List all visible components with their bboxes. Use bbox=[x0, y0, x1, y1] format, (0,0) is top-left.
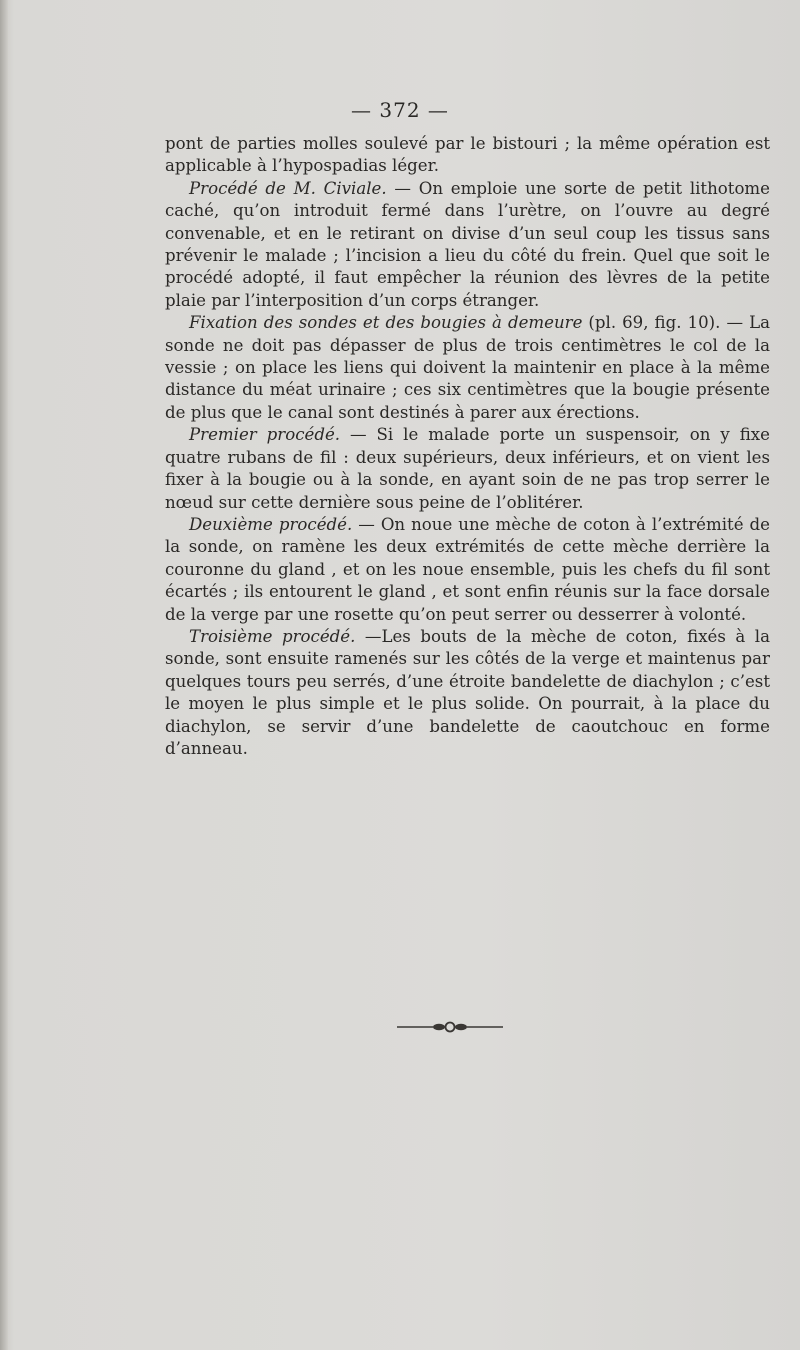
paragraph-text: (pl. 69, fig. 10). — La sonde ne doit pas dépasser de plus de trois centimètres le col de la vessie ; on place les liens qui doivent la maintenir en place à la même distance du méat urinaire ; ces six centimètres que la bougie présente de plus que le canal sont destinés à parer aux érections. bbox=[165, 313, 770, 422]
body-text bbox=[165, 133, 770, 760]
paragraph-heading: Deuxième procédé. bbox=[189, 514, 353, 534]
paragraph-heading: Fixation des sondes et des bougies à demeure bbox=[189, 313, 583, 333]
paragraph-6 bbox=[165, 626, 770, 760]
paragraph-5 bbox=[165, 514, 770, 626]
binding-edge bbox=[0, 0, 8, 1350]
paragraph-text: pont de parties molles soulevé par le bistouri ; la même opération est applicable à l’hypospadias léger. bbox=[165, 134, 770, 176]
paragraph-4 bbox=[165, 424, 770, 514]
paragraph-text: — On noue une mèche de coton à l’extrémité de la sonde, on ramène les deux extrémités de cette mèche derrière la couronne du gland , et on les noue ensemble, puis les chefs du fil sont écartés ; ils entourent le gland , et sont enfin réunis sur la face dorsale de la verge par une rosette qu’on peut serrer ou desserrer à volonté. bbox=[165, 514, 770, 624]
paragraph-text: — On emploie une sorte de petit lithotome caché, qu’on introduit fermé dans l’urètre, on l’ouvre au degré convenable, et en le retirant on divise d’un seul coup les tissus sans prévenir le malade ; l’incision a lieu du côté du frein. Quel que soit le procédé adopté, il faut empêcher la réunion des lèvres de la petite plaie par l’interposition d’un corps étranger. bbox=[165, 178, 770, 310]
paragraph-heading: Troisième procédé. bbox=[189, 626, 356, 646]
paragraph-heading: Premier procédé. bbox=[189, 425, 341, 445]
paragraph-2 bbox=[165, 178, 770, 312]
paragraph-3 bbox=[165, 312, 770, 424]
paragraph-text: —Les bouts de la mèche de coton, fixés à la sonde, sont ensuite ramenés sur les côtés de la verge et maintenus par quelques tours peu serrés, d’une étroite bandelette de diachylon ; c’est le moyen le plus simple et le plus solide. On pourrait, à la place du diachylon, se servir d’une bandelette de caoutchouc en forme d’anneau. bbox=[165, 626, 770, 758]
paragraph-heading: Procédé de M. Civiale. bbox=[189, 178, 387, 198]
page-number: — 372 — bbox=[351, 98, 449, 122]
paragraph-text: — Si le malade porte un suspensoir, on y fixe quatre rubans de fil : deux supérieurs, deux inférieurs, et on vient les fixer à la bougie ou à la sonde, en ayant soin de ne pas trop serrer le nœud sur cette dernière sous peine de l’oblitérer. bbox=[165, 425, 770, 512]
end-ornament-icon bbox=[395, 1020, 505, 1034]
paragraph-1 bbox=[165, 133, 770, 178]
